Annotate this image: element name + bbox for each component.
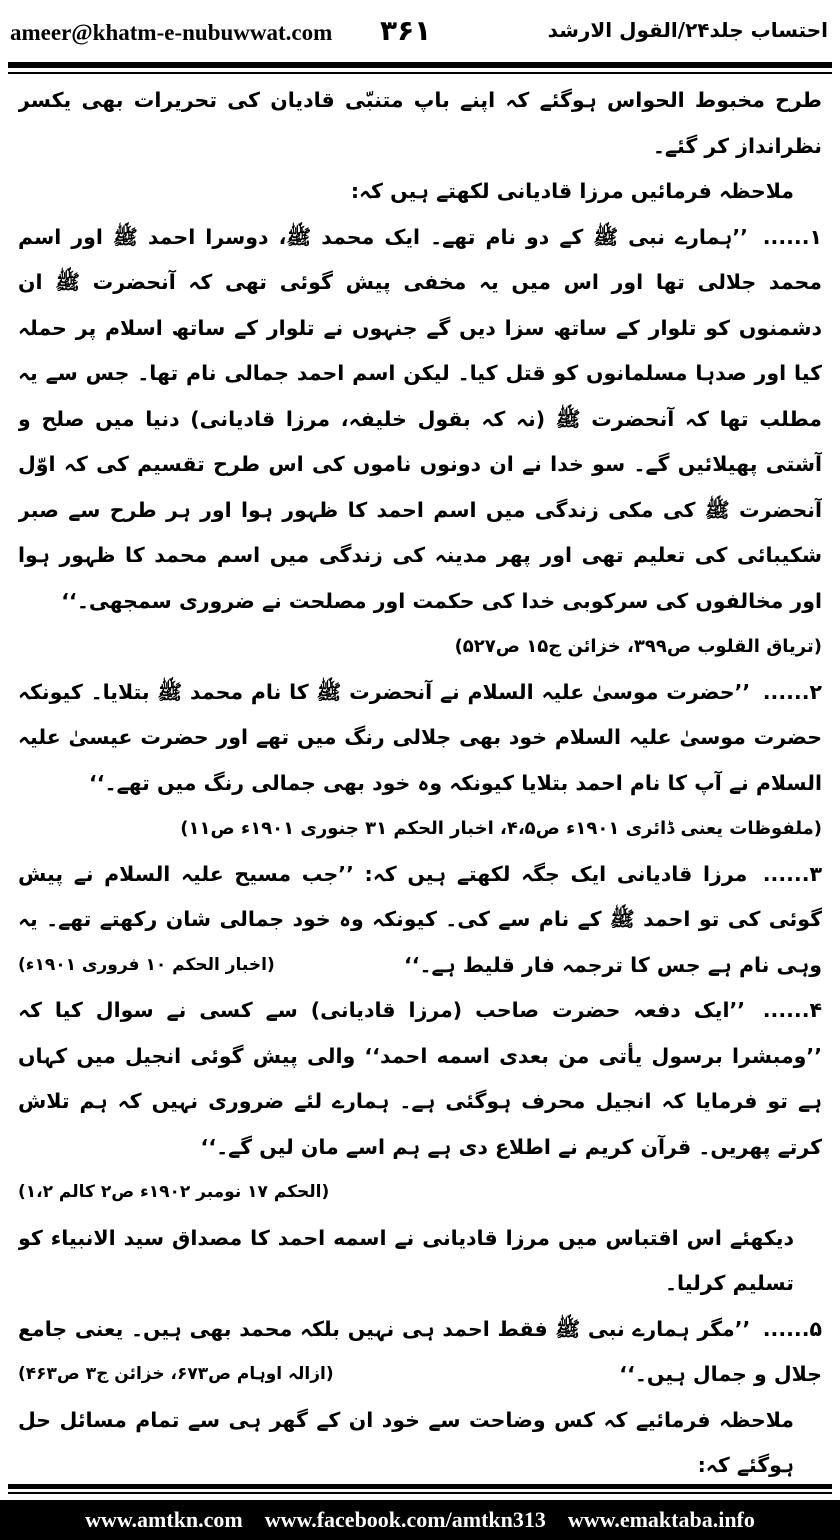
footer-rule-thin xyxy=(8,1492,832,1494)
quote-item-2 xyxy=(18,670,822,807)
footer-link-facebook[interactable]: www.facebook.com/amtkn313 xyxy=(264,1507,546,1532)
item-number: ۲...... xyxy=(762,679,822,704)
commentary-line: دیکھئے اس اقتباس میں مرزا قادیانی نے اسمه احمد کا مصداق سید الانبیاء کو تسلیم کرلیا۔ xyxy=(18,1225,794,1295)
footer-link-emaktaba[interactable]: www.emaktaba.info xyxy=(567,1507,755,1532)
footer-rule-thick xyxy=(8,1484,832,1489)
header-email[interactable]: ameer@khatm-e-nubuwwat.com xyxy=(10,20,333,45)
header-rule-thick xyxy=(8,62,832,68)
item-text: ’’ایک دفعہ حضرت صاحب (مرزا قادیانی) سے کسی نے سوال کیا کہ ’’ومبشرا برسول یأتی من بعدی اسمه احمد‘‘ والی پیش گوئی انجیل میں کہاں ہے تو فرمایا کہ انجیل محرف ہوگئی ہے۔ ہمارے لئے ضروری نہیں کہ ہم تلاش کرتے پھریں۔ قرآن کریم نے اطلاع دی ہے ہم اسے مان لیں گے۔‘‘ xyxy=(18,998,822,1159)
page-footer xyxy=(0,1500,840,1540)
intro-line: طرح مخبوط الحواس ہوگئے کہ اپنے باپ متنبّی قادیان کی تحریرات بھی یکسر نظرانداز کر گئے۔ xyxy=(18,88,822,158)
item-reference: (ملفوظات یعنی ڈائری ۱۹۰۱ء ص۴،۵، اخبار الحکم ۳۱ جنوری ۱۹۰۱ء ص۱۱) xyxy=(180,818,822,839)
item-reference: (الحکم ۱۷ نومبر ۱۹۰۲ء ص۲ کالم ۱،۲) xyxy=(18,1182,330,1202)
item-number: ۱...... xyxy=(762,224,822,249)
item-text: ’’ہمارے نبی ﷺ کے دو نام تھے۔ ایک محمد ﷺ، دوسرا احمد ﷺ اور اسم محمد جلالی تھا اور اس میں یہ مخفی پیش گوئی تھی کہ آنحضرت ﷺ ان دشمنوں کو تلوار کے ساتھ سزا دیں گے جنہوں نے تلوار کے ساتھ اسلام پر حملہ کیا اور صدہا مسلمانوں کو قتل کیا۔ لیکن اسم احمد جمالی نام تھا۔ جس سے یہ مطلب تھا کہ آنحضرت ﷺ (نہ کہ بقول خلیفہ، مرزا قادیانی) دنیا میں صلح و آشتی پھیلائیں گے۔ سو خدا نے ان دونوں ناموں کی اس طرح تقسیم کی کہ اوّل آنحضرت ﷺ کی مکی زندگی میں اسم احمد کا ظہور ہوا اور ہر طرح سے صبر شکیبائی کی تعلیم تھی اور پھر مدینہ کی زندگی میں اسم محمد کا ظہور ہوا اور مخالفوں کی سرکوبی خدا کی حکمت اور مصلحت نے ضروری سمجھی۔‘‘ xyxy=(18,224,822,613)
header-rule-thin xyxy=(8,72,832,74)
item-text: ’’حضرت موسیٰ علیہ السلام نے آنحضرت ﷺ کا نام محمد ﷺ بتلایا۔ کیونکہ حضرت موسیٰ علیہ السلام خود بھی جلالی رنگ میں تھے اور حضرت عیسیٰ علیہ السلام نے آپ کا نام احمد بتلایا کیونکہ وہ خود بھی جمالی رنگ میں تھے۔‘‘ xyxy=(18,679,822,795)
closing-line: ملاحظہ فرمائیے کہ کس وضاحت سے خود ان کے گھر ہی سے تمام مسائل حل ہوگئے کہ: xyxy=(18,1407,794,1477)
page-body xyxy=(18,78,822,1478)
item-number: ۳...... xyxy=(762,861,822,886)
quote-item-4 xyxy=(18,988,822,1202)
book-title: احتساب جلد۲۴/القول الارشد xyxy=(547,18,828,42)
item-text: مرزا قادیانی ایک جگہ لکھتے ہیں کہ: ’’جب مسیح علیہ السلام نے پیش گوئی کی تو احمد ﷺ کے نام سے کی۔ کیونکہ وہ خود جمالی شان رکھتے تھے۔ یہ وہی نام ہے جس کا ترجمہ فار قلیط ہے۔‘‘ xyxy=(18,861,822,977)
item-reference: (اخبار الحکم ۱۰ فروری ۱۹۰۱ء) xyxy=(18,954,275,975)
item-reference: (تریاق القلوب ص۳۹۹، خزائن ج۱۵ ص۵۲۷) xyxy=(454,636,822,657)
item-text: ’’مگر ہمارے نبی ﷺ فقط احمد ہی نہیں بلکہ محمد بھی ہیں۔ یعنی جامع جلال و جمال ہیں۔‘‘ xyxy=(18,1316,822,1386)
quote-item-3 xyxy=(18,852,822,989)
quote-item-1 xyxy=(18,215,822,625)
page-header xyxy=(0,0,840,64)
intro-line-2: ملاحظہ فرمائیں مرزا قادیانی لکھتے ہیں کہ: xyxy=(350,179,794,203)
item-number: ۵...... xyxy=(762,1316,822,1341)
footer-link-website[interactable]: www.amtkn.com xyxy=(85,1507,243,1532)
item-number: ۴...... xyxy=(762,998,822,1022)
page-number: ۳۶۱ xyxy=(380,14,432,47)
item-reference: (ازالہ اوہام ص۶۷۳، خزائن ج۳ ص۴۶۳) xyxy=(18,1364,334,1384)
quote-item-5 xyxy=(18,1307,822,1398)
